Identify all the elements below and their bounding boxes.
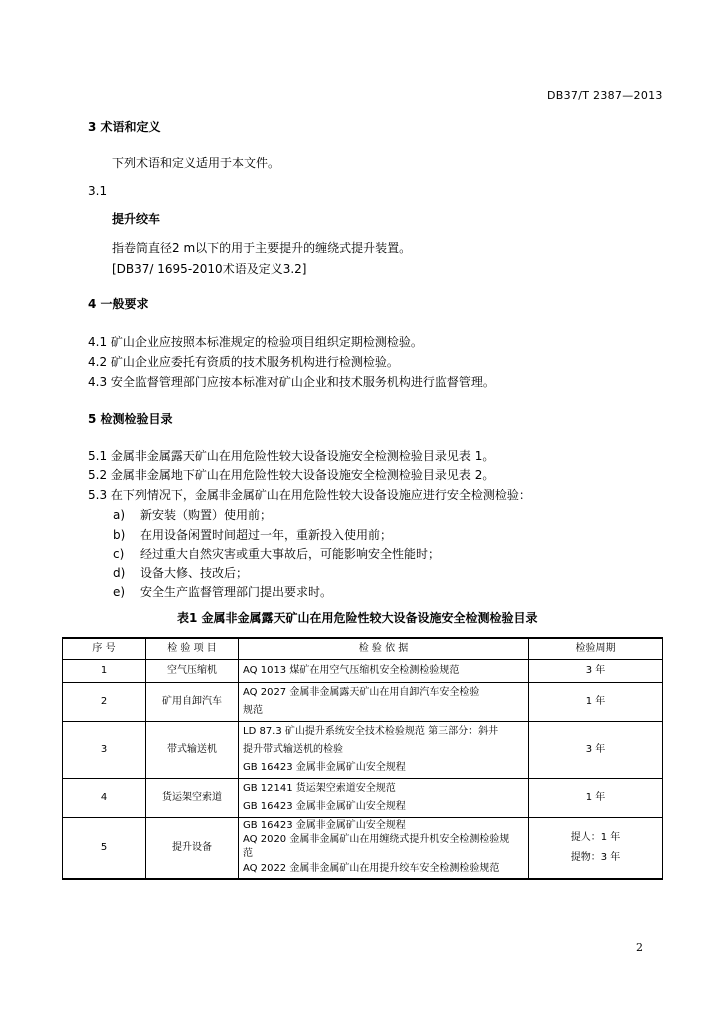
table-row: [63, 818, 663, 880]
row-inspection-basis: [239, 818, 529, 880]
row-inspection-cycle: [529, 660, 663, 683]
section-3-heading: 3 术语和定义: [88, 120, 161, 134]
row-serial-number: 5: [63, 818, 146, 880]
cycle-line: 3 年: [585, 665, 606, 676]
table-row: [63, 683, 663, 722]
basis-line: GB 12141 货运架空索道安全规范: [243, 783, 396, 794]
table-row: [63, 660, 663, 683]
row-inspection-cycle: [529, 818, 663, 880]
cycle-line: 1 年: [585, 696, 606, 707]
header-inspection-basis: 检 验 依 据: [239, 638, 529, 660]
basis-line: 提升带式输送机的检验: [243, 744, 343, 755]
list-item-b-text: 在用设备闲置时间超过一年，重新投入使用前；: [140, 528, 393, 542]
term-title: 提升绞车: [112, 212, 161, 226]
cycle-line: 3 年: [585, 744, 606, 755]
basis-line: GB 16423 金属非金属矿山安全规程: [243, 762, 406, 773]
row-inspection-basis: [239, 683, 529, 722]
table-row: [63, 779, 663, 818]
clause-4-3: 4.3 安全监督管理部门应按本标准对矿山企业和技术服务机构进行监督管理。: [88, 375, 495, 389]
list-item-c-mark: c): [113, 547, 125, 561]
row-inspection-cycle: [529, 722, 663, 779]
row-inspection-cycle: [529, 683, 663, 722]
basis-line: 范: [243, 848, 253, 859]
row-inspection-item: 货运架空索道: [146, 779, 239, 818]
page-number: 2: [636, 941, 643, 954]
list-item-d-mark: d): [113, 566, 126, 580]
row-inspection-item: 空气压缩机: [146, 660, 239, 683]
header-serial-number: 序 号: [63, 638, 146, 660]
row-inspection-basis: [239, 660, 529, 683]
clause-5-1: 5.1 金属非金属露天矿山在用危险性较大设备设施安全检测检验目录见表 1。: [88, 449, 495, 463]
cycle-line: 提物：3 年: [570, 852, 621, 863]
basis-line: AQ 2022 金属非金属矿山在用提升绞车安全检测检验规范: [243, 863, 500, 874]
row-serial-number: 2: [63, 683, 146, 722]
basis-line: AQ 2027 金属非金属露天矿山在用自卸汽车安全检验: [243, 687, 480, 698]
section-3-intro: 下列术语和定义适用于本文件。: [112, 156, 281, 170]
table-row: [63, 722, 663, 779]
row-inspection-cycle: [529, 779, 663, 818]
term-definition: 指卷筒直径2 m以下的用于主要提升的缠绕式提升装置。: [112, 241, 412, 255]
section-5-heading: 5 检测检验目录: [88, 412, 173, 426]
list-item-a-mark: a): [113, 508, 126, 522]
basis-line: AQ 1013 煤矿在用空气压缩机安全检测检验规范: [243, 665, 460, 676]
basis-line: 规范: [243, 705, 263, 716]
document-code: DB37/T 2387—2013: [547, 89, 663, 102]
clause-5-2: 5.2 金属非金属地下矿山在用危险性较大设备设施安全检测检验目录见表 2。: [88, 468, 495, 482]
section-4-heading: 4 一般要求: [88, 297, 149, 311]
row-inspection-item: 提升设备: [146, 818, 239, 880]
basis-line: LD 87.3 矿山提升系统安全技术检验规范 第三部分：斜井: [243, 726, 499, 737]
header-inspection-cycle: 检验周期: [529, 638, 663, 660]
cycle-line: 1 年: [585, 792, 606, 803]
clause-4-2: 4.2 矿山企业应委托有资质的技术服务机构进行检测检验。: [88, 355, 399, 369]
row-inspection-item: 带式输送机: [146, 722, 239, 779]
list-item-a-text: 新安装（购置）使用前；: [140, 508, 273, 522]
inspection-catalog-table: [62, 637, 663, 880]
row-serial-number: 3: [63, 722, 146, 779]
header-inspection-item: 检 验 项 目: [146, 638, 239, 660]
clause-4-1: 4.1 矿山企业应按照本标准规定的检验项目组织定期检测检验。: [88, 335, 423, 349]
clause-5-3: 5.3 在下列情况下，金属非金属矿山在用危险性较大设备设施应进行安全检测检验：: [88, 488, 531, 502]
cycle-line: 提人：1 年: [570, 832, 621, 843]
list-item-b-mark: b): [113, 528, 126, 542]
row-inspection-basis: [239, 779, 529, 818]
list-item-d-text: 设备大修、技改后；: [140, 566, 249, 580]
list-item-e-mark: e): [113, 585, 126, 599]
row-serial-number: 1: [63, 660, 146, 683]
table-1-caption: 表1 金属非金属露天矿山在用危险性较大设备设施安全检测检验目录: [177, 611, 538, 625]
basis-line: GB 16423 金属非金属矿山安全规程: [243, 820, 406, 831]
basis-line: GB 16423 金属非金属矿山安全规程: [243, 801, 406, 812]
row-inspection-item: 矿用自卸汽车: [146, 683, 239, 722]
basis-line: AQ 2020 金属非金属矿山在用缠绕式提升机安全检测检验规: [243, 834, 510, 845]
list-item-e-text: 安全生产监督管理部门提出要求时。: [140, 585, 333, 599]
row-inspection-basis: [239, 722, 529, 779]
row-serial-number: 4: [63, 779, 146, 818]
subsection-3-1-number: 3.1: [88, 184, 108, 198]
list-item-c-text: 经过重大自然灾害或重大事故后，可能影响安全性能时；: [140, 547, 441, 561]
table-header-row: [63, 638, 663, 660]
term-source: [DB37/ 1695-2010术语及定义3.2]: [112, 262, 307, 276]
